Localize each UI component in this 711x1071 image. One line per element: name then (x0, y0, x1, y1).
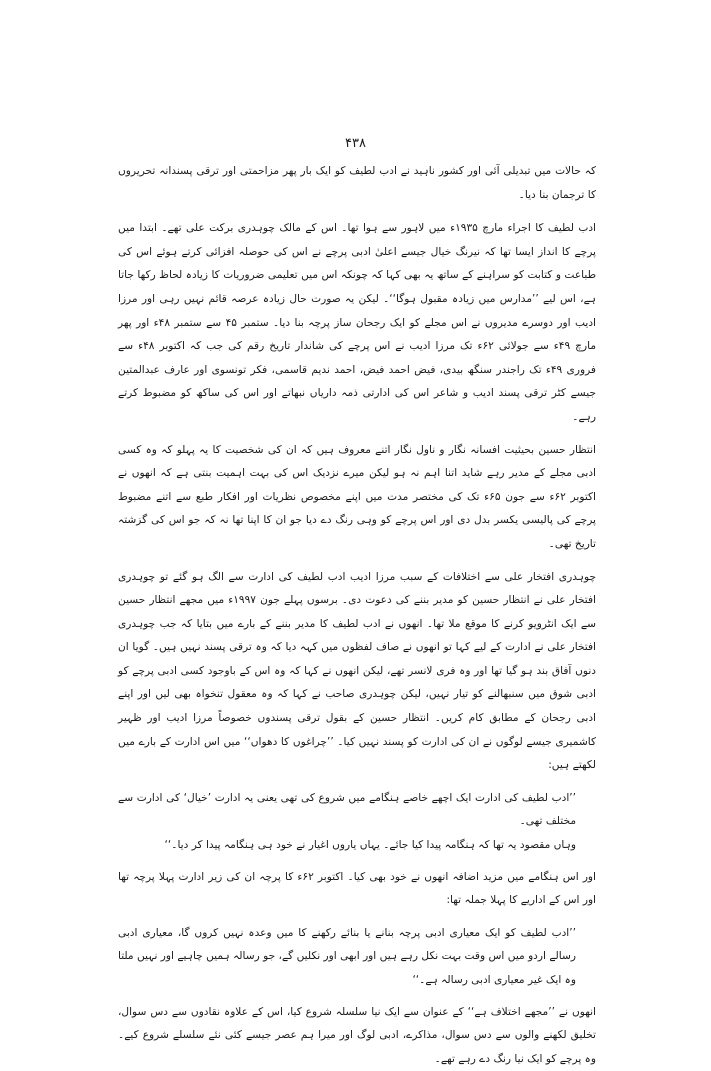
quote-line: ’’ادب لطیف کی ادارت ایک اچھے خاصے ہنگامے میں شروع کی تھی یعنی یہ ادارت ’خیال‘ کی ادارت سے مختلف تھی۔ (118, 791, 576, 828)
page-number: ۴۳۸ (345, 136, 366, 151)
page-body (118, 160, 596, 1071)
paragraph: اور اس ہنگامے میں مزید اضافہ انھوں نے خود بھی کیا۔ اکتوبر ۶۲ء کا پرچہ ان کی زیر ادارت پہلا پرچہ تھا اور اس کے اداریے کا پہلا جملہ تھا: (118, 870, 596, 907)
paragraph: کہ حالات میں تبدیلی آئی اور کشور ناہید نے ادب لطیف کو ایک بار پھر مزاحمتی اور ترقی پسندانہ تحریروں کا ترجمان بنا دیا۔ (118, 165, 596, 201)
quote-line: وہاں مقصود یہ تھا کہ ہنگامہ پیدا کیا جائے۔ یہاں یاروں اغیار نے خود ہی ہنگامہ پیدا کر دیا۔‘‘ (164, 839, 576, 852)
paragraph: انھوں نے ’’مجھے اختلاف ہے‘‘ کے عنوان سے ایک نیا سلسلہ شروع کیا، اس کے علاوہ نقادوں سے دس سوال، تخلیق لکھنے والوں سے دس سوال، مذاکرے، ادبی لوگ اور میرا ہم عصر جیسے کئی نئے سلسلے شروع کیے۔ وہ پرچے کو ایک نیا رنگ دے رہے تھے۔ (118, 1005, 596, 1065)
paragraph: ادب لطیف کا اجراء مارچ ۱۹۳۵ء میں لاہور سے ہوا تھا۔ اس کے مالک چوہدری برکت علی تھے۔ ابتدا میں پرچے کا انداز ایسا تھا کہ نیرنگ خیال جیسے اعلیٰ ادبی پرچے نے اس کی حوصلہ افزائی کرتے ہوئے اس کی طباعت و کتابت کو سراہنے کے ساتھ یہ بھی کہا کہ چونکہ اس میں تعلیمی ضروریات کا زیادہ لحاظ رکھا جاتا ہے، اس لیے ’’مدارس میں زیادہ مقبول ہوگا‘‘۔ لیکن یہ صورت حال زیادہ عرصہ قائم نہیں رہی اور مرزا ادیب اور دوسرے مدیروں نے اس مجلے کو ایک رجحان ساز پرچہ بنا دیا۔ ستمبر ۴۵ سے ستمبر ۴۸ء اور پھر مارچ ۴۹ء سے جولائی ۶۲ء تک مرزا ادیب نے اس پرچے کی شاندار تاریخ رقم کی جب کہ اکتوبر ۴۸ء سے فروری ۴۹ء تک راجندر سنگھ بیدی، فیض احمد فیض، احمد ندیم قاسمی، فکر تونسوی اور عارف عبدالمتین جیسے کٹر ترقی پسند ادیب و شاعر اس کی ادارتی ذمہ داریاں نبھاتے اور اس کی ساکھ کو مضبوط کرتے رہے۔ (118, 222, 596, 423)
block-quote (118, 922, 576, 993)
paragraph: چوہدری افتخار علی سے اختلافات کے سبب مرزا ادیب ادب لطیف کی ادارت سے الگ ہو گئے تو چوہدری افتخار علی نے انتظار حسین کو مدیر بننے کی دعوت دی۔ برسوں پہلے جون ۱۹۹۷ء میں مجھے انتظار حسین سے ایک انٹرویو کرنے کا موقع ملا تھا۔ انھوں نے ادب لطیف کا مدیر بننے کے بارے میں بتایا کہ جب چوہدری افتخار علی نے ادارت کے لیے کہا تو انھوں نے صاف لفظوں میں کہہ دیا کہ وہ ترقی پسند نہیں ہیں۔ گویا ان دنوں آفاق بند ہو گیا تھا اور وہ فری لانسر تھے، لیکن انھوں نے کہا کہ وہ اس کے باوجود کسی ادبی پرچے کو ادبی شوق میں سنبھالنے کو تیار نہیں، لیکن چوہدری صاحب نے کہا کہ وہ معقول تنخواہ بھی لیں اور اپنے ادبی رجحان کے مطابق کام کریں۔ انتظار حسین کے بقول ترقی پسندوں خصوصاً مرزا ادیب اور ظہیر کاشمیری جیسے لوگوں نے ان کی ادارت کو پسند نہیں کیا۔ ’’چراغوں کا دھواں‘‘ میں اس ادارت کے بارے میں لکھتے ہیں: (118, 570, 596, 772)
block-quote (118, 787, 576, 858)
quote-line: ’’ادب لطیف کو ایک معیاری ادبی پرچہ بنانے یا بنائے رکھنے کا میں وعدہ نہیں کروں گا، معیاری ادبی رسالے اردو میں اس وقت بہت نکل رہے ہیں اور ابھی اور نکلیں گے، جو رسالہ ہمیں چاہیے اور نہیں ملتا وہ ایک غیر معیاری ادبی رسالہ ہے۔‘‘ (118, 926, 576, 986)
paragraph: انتظار حسین بحیثیت افسانہ نگار و ناول نگار اتنے معروف ہیں کہ ان کی شخصیت کا یہ پہلو کہ وہ کسی ادبی مجلے کے مدیر رہے شاید اتنا اہم نہ ہو لیکن میرے نزدیک اس کی بہت اہمیت بنتی ہے کہ انھوں نے اکتوبر ۶۲ء سے جون ۶۵ء تک کی مختصر مدت میں اپنے مخصوص نظریات اور افکار طبع سے اتنے مضبوط پرچے کی پالیسی یکسر بدل دی اور اس پرچے کو وہی رنگ دے دیا جو ان کا اپنا تھا نہ کہ جو اس کی گزشتہ تاریخ تھی۔ (118, 443, 597, 550)
